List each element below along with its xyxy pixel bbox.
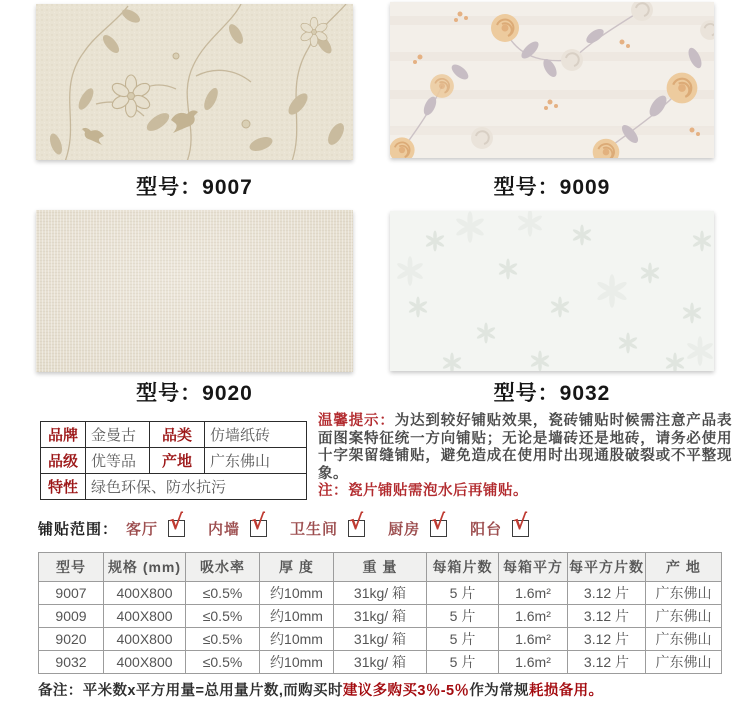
spec-row-9032 [39,651,722,674]
spec-header-pcs-per-box: 每箱片数 [427,553,499,582]
spec-cell: 400X800 [104,582,186,605]
note-part-highlight: 。 [588,683,604,699]
spec-header-size: 规格 (mm) [104,553,186,582]
check-icon: √ [431,510,447,534]
spec-cell: 9032 [39,651,104,674]
spec-cell: 5 片 [427,605,499,628]
spec-cell: 1.6m² [499,605,568,628]
attr-value-features: 绿色环保、防水抗污 [86,474,307,500]
spec-cell: 约10mm [260,628,334,651]
spec-header-weight: 重 量 [334,553,427,582]
attr-value-grade: 优等品 [86,448,150,474]
spec-cell: 31kg/ 箱 [334,628,427,651]
spec-cell: ≤0.5% [186,628,260,651]
checkbox-bathroom[interactable] [348,510,365,537]
spec-header-thickness: 厚 度 [260,553,334,582]
scope-item-bathroom [290,510,365,539]
check-icon: √ [513,510,529,534]
spec-cell: 9007 [39,582,104,605]
model-caption-9007: 型号：9007 [136,176,253,199]
tile-photo-9009 [390,2,714,158]
spec-cell: 5 片 [427,651,499,674]
spec-cell: 广东佛山 [646,628,722,651]
spec-cell: 31kg/ 箱 [334,651,427,674]
spec-cell: 3.12 片 [568,582,646,605]
scope-item-balcony [470,510,529,539]
spec-cell: 约10mm [260,582,334,605]
spec-row-9007 [39,582,722,605]
checkbox-living-room[interactable] [168,510,185,537]
spec-cell: ≤0.5% [186,582,260,605]
scope-label: 铺贴范围： [38,521,119,538]
spec-cell: 400X800 [104,605,186,628]
tile-pattern-9009-roses [390,2,714,158]
attr-label-brand: 品牌 [41,422,86,448]
tile-photo-9032 [390,211,714,371]
attr-row [41,448,307,474]
attr-label-grade: 品级 [41,448,86,474]
spec-cell: ≤0.5% [186,605,260,628]
spec-cell: 广东佛山 [646,582,722,605]
spec-cell: 5 片 [427,582,499,605]
attr-value-category: 仿墙纸砖 [205,422,307,448]
attr-row [41,422,307,448]
model-caption-9009: 型号：9009 [493,176,611,199]
spec-cell: 1.6m² [499,628,568,651]
model-caption-9032: 型号：9032 [493,382,611,405]
spec-cell: 9009 [39,605,104,628]
scope-item-interior-wall [208,510,267,539]
tile-photo-9020 [36,210,353,372]
check-icon: √ [251,510,267,534]
spec-cell: 3.12 片 [568,651,646,674]
tile-photo-9007 [36,4,353,160]
spec-cell: 3.12 片 [568,605,646,628]
note-part: 作为常规 [469,683,529,699]
spec-header-pcs-per-sqm: 每平方片数 [568,553,646,582]
warm-tips-body: 为达到较好铺贴效果，瓷砖铺贴时候需注意产品表面图案特征统一方向铺贴；无论是墙砖还是地砖，请务必使用十字架留缝铺贴，避免造成在使用时出现通股破裂或不平整现象。 [318,413,733,482]
check-icon: √ [349,510,365,534]
spec-cell: 31kg/ 箱 [334,605,427,628]
footer-note [38,679,603,700]
spec-header-row [39,553,722,582]
spec-header-model: 型号 [39,553,104,582]
scope-item-label: 卫生间 [290,521,339,538]
tile-pattern-9007-floral-vine [36,4,353,160]
spec-header-sqm-per-box: 每箱平方 [499,553,568,582]
note-part-highlight: 建议多购买3％-5％ [342,683,470,699]
spec-header-origin: 产 地 [646,553,722,582]
spec-cell: 3.12 片 [568,628,646,651]
checkbox-balcony[interactable] [512,510,529,537]
product-attributes-table [40,421,307,500]
spec-cell: 约10mm [260,651,334,674]
warm-tips-title: 温馨提示： [318,413,395,429]
spec-cell: 31kg/ 箱 [334,582,427,605]
model-caption-9020: 型号：9020 [136,382,253,405]
warm-tips-note: 注：瓷片铺贴需泡水后再铺贴。 [318,483,528,499]
note-part-highlight: 耗损备用 [528,683,589,699]
checkbox-kitchen[interactable] [430,510,447,537]
spec-cell: 广东佛山 [646,651,722,674]
check-icon: √ [169,510,185,534]
spec-cell: 400X800 [104,651,186,674]
scope-item-label: 客厅 [126,521,159,538]
warm-tips [318,413,732,501]
scope-item-living-room [126,510,185,539]
tile-pattern-9032-snowflakes [390,211,714,371]
spec-cell: 约10mm [260,605,334,628]
spec-row-9020 [39,628,722,651]
spec-header-absorption: 吸水率 [186,553,260,582]
spec-cell: 1.6m² [499,582,568,605]
attr-value-brand: 金曼古 [86,422,150,448]
scope-item-label: 阳台 [470,521,503,538]
attr-label-origin: 产地 [150,448,205,474]
spec-cell: 400X800 [104,628,186,651]
application-scope-row [38,510,552,539]
attr-label-features: 特性 [41,474,86,500]
spec-cell: 9020 [39,628,104,651]
spec-row-9009 [39,605,722,628]
attr-row [41,474,307,500]
spec-cell: 5 片 [427,628,499,651]
spec-table [38,552,722,674]
scope-item-label: 厨房 [388,521,421,538]
spec-cell: 1.6m² [499,651,568,674]
checkbox-interior-wall[interactable] [250,510,267,537]
attr-label-category: 品类 [150,422,205,448]
scope-item-label: 内墙 [208,521,241,538]
spec-cell: 广东佛山 [646,605,722,628]
attr-value-origin: 广东佛山 [205,448,307,474]
spec-cell: ≤0.5% [186,651,260,674]
scope-item-kitchen [388,510,447,539]
note-part: 备注：平米数x平方用量=总用量片数,而购买时 [38,683,343,699]
